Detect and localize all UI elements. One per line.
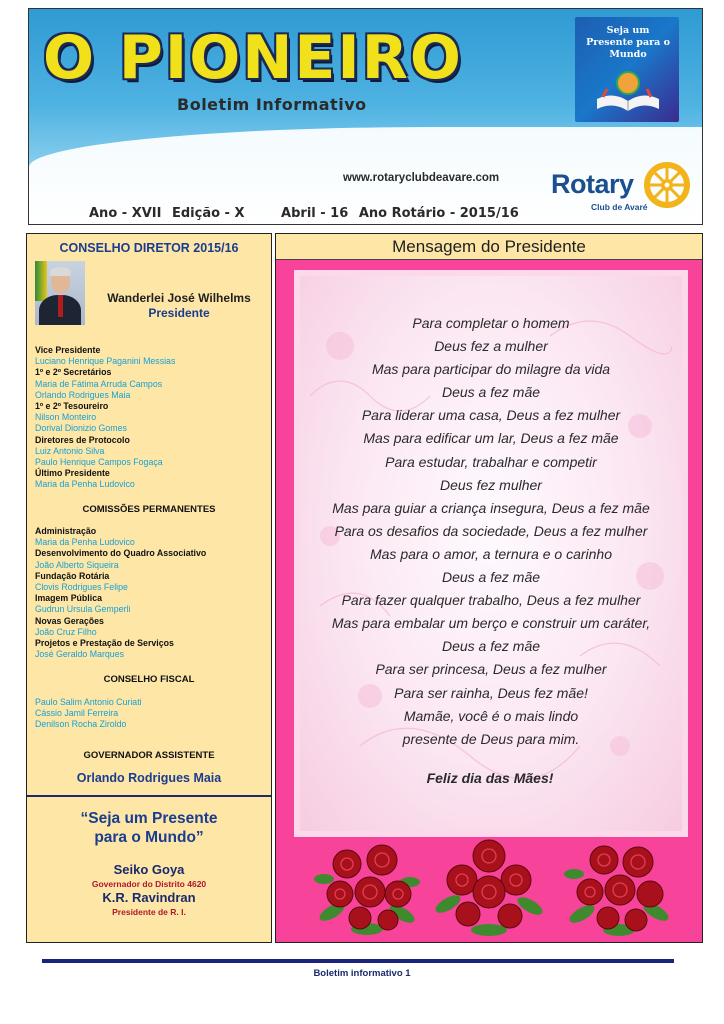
rotary-club-name: Club de Avaré <box>591 202 648 212</box>
president-photo <box>35 261 85 325</box>
newsletter-subtitle: Boletim Informativo <box>177 95 367 114</box>
poem-line: Para fazer qualquer trabalho, Deus a fez mulher <box>341 592 641 609</box>
edition-line <box>89 206 609 221</box>
poem-line: Para ser rainha, Deus fez mãe! <box>394 684 588 701</box>
poem-line: Deus a fez mãe <box>441 384 541 401</box>
commission-label: Novas Gerações <box>35 615 104 626</box>
poem-line: Mas para embalar um berço e construir um caráter, <box>331 615 651 632</box>
commission-member: João Alberto Siqueira <box>35 559 119 570</box>
rotary-logo-word: Rotary <box>551 169 634 199</box>
fiscal-list <box>35 697 267 731</box>
commission-label: Administração <box>35 526 97 536</box>
poem-line: Mamãe, você é o mais lindo <box>403 707 579 724</box>
commission-member: José Geraldo Marques <box>35 649 124 660</box>
board-member: Luciano Henrique Paganini Messias <box>35 356 176 367</box>
poem-line: Para os desafios da sociedade, Deus a fez mulher <box>334 522 648 539</box>
president-message-panel <box>275 233 703 943</box>
theme-logo <box>575 17 679 122</box>
poem-line: Deus a fez mãe <box>441 569 541 586</box>
board-title: CONSELHO DIRETOR 2015/16 <box>59 241 239 255</box>
closing-greeting: Feliz dia das Mães! <box>426 770 554 786</box>
poem-line: Mas para edificar um lar, Deus a fez mãe <box>363 430 619 447</box>
president-name: Wanderlei José Wilhelms <box>107 291 251 305</box>
poem-line: Para ser princesa, Deus a fez mulher <box>375 661 607 678</box>
edition-rotary-year: Ano Rotário - 2015/16 <box>358 206 519 221</box>
poem-line: Mas para o amor, a ternura e o carinho <box>369 545 613 562</box>
board-label: Vice Presidente <box>35 345 101 355</box>
website-url: www.rotaryclubdeavare.com <box>343 172 500 184</box>
board-label: Diretores de Protocolo <box>35 434 130 445</box>
commission-label: Imagem Pública <box>35 593 102 604</box>
ri-president-name: K.R. Ravindran <box>102 890 196 905</box>
edition-month: Abril - 16 <box>281 206 349 221</box>
open-book-globe-icon <box>593 69 663 113</box>
board-member: Nilson Monteiro <box>35 412 97 423</box>
poem-line: Para completar o homem <box>412 315 570 331</box>
ri-president-role: Presidente de R. I. <box>112 907 186 917</box>
edition-year: Ano - XVII <box>89 206 162 221</box>
motto-line: para o Mundo” <box>94 829 204 846</box>
commission-member: Gudrun Ursula Gemperli <box>35 604 131 615</box>
poem-line: Para liderar uma casa, Deus a fez mulher <box>361 407 621 424</box>
motto-line: “Seja um Presente <box>80 810 218 827</box>
fiscal-title: CONSELHO FISCAL <box>103 674 195 685</box>
theme-logo-text: Seja um Presente para o Mundo <box>586 25 670 60</box>
poem-line: Deus fez a mulher <box>434 338 548 355</box>
board-member: Maria da Penha Ludovico <box>35 479 135 490</box>
message-heading: Mensagem do Presidente <box>276 234 702 260</box>
edition-number: Edição - X <box>171 206 245 221</box>
assistant-governor-title: GOVERNADOR ASSISTENTE <box>83 750 215 761</box>
board-member: Luiz Antonio Silva <box>35 445 105 456</box>
commission-member: João Cruz Filho <box>35 626 97 637</box>
poem-line: Mas para participar do milagre da vida <box>371 361 611 378</box>
commissions-list <box>35 526 267 660</box>
poem-line: Para estudar, trabalhar e competir <box>385 453 597 470</box>
commissions-title: COMISSÕES PERMANENTES <box>82 504 216 515</box>
board-label: Último Presidente <box>35 468 110 479</box>
governor-name: Seiko Goya <box>113 862 185 877</box>
poem-text <box>300 312 682 751</box>
poem-line: presente de Deus para mim. <box>402 730 580 747</box>
board-sidebar <box>26 233 272 943</box>
governor-role: Governador do Distrito 4620 <box>91 879 207 889</box>
newsletter-title: O PIONEIRO <box>43 23 463 93</box>
footer-rule <box>42 959 674 963</box>
board-panel <box>27 234 271 797</box>
fiscal-member: Paulo Salim Antonio Curiati <box>35 697 142 707</box>
rotary-wheel-icon <box>641 159 693 211</box>
poem-card <box>300 276 682 831</box>
commission-label: Projetos e Prestação de Serviços <box>35 638 174 649</box>
commission-label: Fundação Rotária <box>35 570 110 581</box>
rose-bouquet-icon <box>312 834 422 939</box>
poem-line: Deus fez mulher <box>440 476 542 493</box>
commission-label: Desenvolvimento do Quadro Associativo <box>35 548 207 559</box>
board-list <box>35 345 267 491</box>
poem-line: Deus a fez mãe <box>441 638 541 655</box>
board-member: Dorival Dionizio Gomes <box>35 423 127 434</box>
footer-page-label: Boletim informativo 1 <box>313 968 411 979</box>
president-role: Presidente <box>148 306 210 320</box>
board-member: Paulo Henrique Campos Fogaça <box>35 457 163 468</box>
board-label: 1º e 2º Tesoureiro <box>35 401 109 412</box>
board-member: Maria de Fátima Arruda Campos <box>35 378 163 389</box>
rotary-motto <box>27 809 271 847</box>
fiscal-member: Denilson Rocha Ziroldo <box>35 719 127 730</box>
board-label: 1º e 2º Secretários <box>35 367 112 378</box>
assistant-governor-name: Orlando Rodrigues Maia <box>76 771 222 785</box>
commission-member: Maria da Penha Ludovico <box>35 537 135 548</box>
header-banner <box>28 8 703 225</box>
fiscal-member: Cássio Jamil Ferreira <box>35 708 119 719</box>
rose-bouquet-icon <box>434 834 544 939</box>
commission-member: Clovis Rodrigues Felipe <box>35 582 128 593</box>
board-member: Orlando Rodrigues Maia <box>35 389 131 400</box>
rose-bouquet-icon <box>564 834 674 939</box>
poem-line: Mas para guiar a criança insegura, Deus a fez mãe <box>332 499 650 516</box>
